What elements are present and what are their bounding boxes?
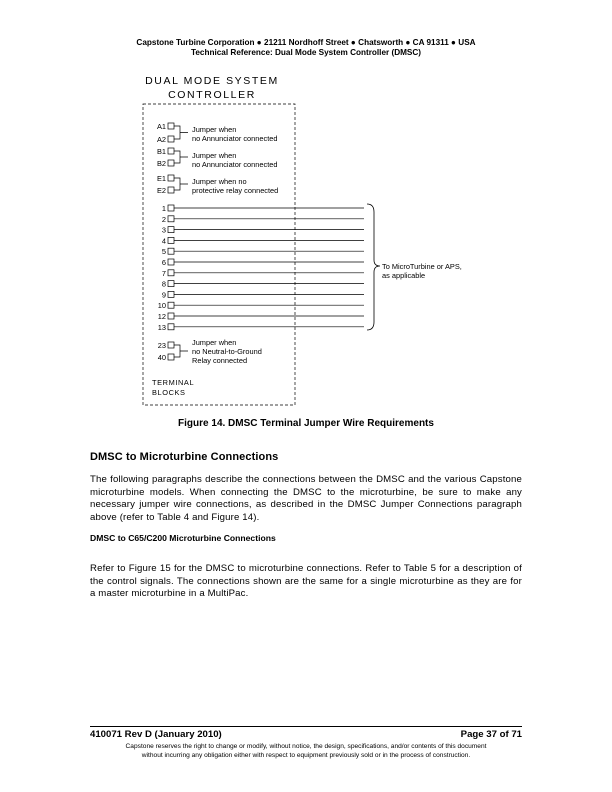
terminal-box: [168, 216, 174, 222]
terminal-label: 6: [161, 258, 166, 267]
terminal-box: [168, 175, 174, 181]
wired-terminals: [158, 204, 364, 332]
terminal-label: 13: [157, 322, 166, 332]
header-address: Capstone Turbine Corporation ● 21211 Nordhoff Street ● Chatsworth ● CA 91311 ● USA: [136, 38, 476, 47]
terminal-blocks-label-line2: BLOCKS: [152, 388, 186, 397]
terminal-label: B2: [156, 159, 166, 168]
footer-doc-revision: 410071 Rev D (January 2010): [90, 729, 222, 740]
terminal-label: 40: [157, 353, 166, 362]
terminal-box: [168, 248, 174, 254]
terminal-label: E1: [156, 174, 166, 183]
terminal-label: 12: [157, 312, 166, 321]
jumper-note-line1: Jumper when: [192, 151, 237, 160]
jumper-note-line2: no Neutral-to-Ground: [192, 347, 262, 356]
terminal-label: A2: [156, 135, 166, 144]
wire-bundle-brace: [367, 204, 380, 330]
terminal-label: 5: [161, 247, 166, 257]
subsection-heading: DMSC to C65/C200 Microturbine Connections: [90, 533, 276, 543]
terminal-label: A1: [156, 122, 166, 131]
terminal-box: [168, 160, 174, 166]
terminal-label: 3: [161, 225, 166, 235]
terminal-box: [168, 313, 174, 319]
terminal-label: 7: [161, 268, 166, 278]
terminal-box: [168, 205, 174, 211]
terminal-box: [168, 291, 174, 297]
figure-caption: Figure 14. DMSC Terminal Jumper Wire Requirements: [178, 418, 434, 429]
jumper-group-neutral-ground: [158, 338, 262, 365]
terminal-label: 9: [161, 290, 166, 300]
jumper-note-line2: no Annunciator connected: [192, 160, 278, 169]
brace-label-line1: To MicroTurbine or APS,: [382, 262, 462, 271]
terminal-box: [168, 237, 174, 243]
footer-disclaimer-line1: Capstone reserves the right to change or modify, without notice, the design, specifications, and/or contents of this document: [125, 743, 487, 750]
jumper-wire: [174, 345, 188, 357]
footer-rule: [90, 726, 522, 727]
terminal-box: [168, 136, 174, 142]
terminal-label: 2: [161, 214, 166, 224]
jumper-note-line2: protective relay connected: [192, 186, 279, 195]
terminal-box: [168, 123, 174, 129]
terminal-box: [168, 324, 174, 330]
terminal-label: 8: [161, 279, 166, 289]
footer-page-number: Page 37 of 71: [460, 729, 522, 740]
section-heading: DMSC to Microturbine Connections: [90, 451, 279, 463]
section-paragraph: The following paragraphs describe the connections between the DMSC and the various Capstone microturbine models. When connecting the DMSC to the microturbine, be sure to make any necessary jumper wire connections, as described in the DMSC Jumper Connections paragraph above (refer to Table 4 and Figure 14).: [90, 474, 522, 523]
jumper-wire: [174, 126, 188, 139]
terminal-label: B1: [156, 147, 166, 156]
terminal-label: 4: [161, 236, 166, 246]
terminal-box: [168, 302, 174, 308]
brace-label-line2: as applicable: [382, 271, 426, 280]
jumper-note-line2: no Annunciator connected: [192, 134, 278, 143]
jumper-group-e: [157, 174, 278, 195]
terminal-box: [168, 148, 174, 154]
terminal-label: 10: [157, 301, 166, 311]
footer-disclaimer-line2: without incurring any obligation either with respect to equipment previously sold or in the process of construction.: [141, 752, 471, 759]
jumper-wire: [174, 178, 188, 190]
terminal-box: [168, 342, 174, 348]
terminal-label: 1: [161, 204, 166, 213]
jumper-note-line1: Jumper when no: [192, 177, 247, 186]
terminal-box: [168, 187, 174, 193]
terminal-box: [168, 354, 174, 360]
jumper-note-line1: Jumper when: [192, 338, 237, 347]
header-doc-title: Technical Reference: Dual Mode System Controller (DMSC): [190, 48, 422, 57]
jumper-note-line1: Jumper when: [192, 125, 237, 134]
terminal-blocks-label-line1: TERMINAL: [152, 378, 195, 387]
terminal-box: [168, 270, 174, 276]
terminal-box: [168, 227, 174, 233]
controller-title-line2: CONTROLLER: [168, 89, 256, 101]
controller-title-line1: DUAL MODE SYSTEM: [145, 75, 279, 87]
jumper-wire: [174, 151, 188, 163]
terminal-box: [168, 281, 174, 287]
terminal-box: [168, 259, 174, 265]
terminal-label: E2: [156, 186, 166, 195]
jumper-group-a: [157, 122, 278, 144]
terminal-label: 23: [157, 341, 166, 350]
jumper-note-line3: Relay connected: [192, 356, 248, 365]
jumper-group-b: [157, 147, 278, 169]
subsection-paragraph: Refer to Figure 15 for the DMSC to microturbine connections. Refer to Table 5 for a description of the control signals. The connections shown are the same for a single microturbine as they are for a master microturbine in a MultiPac.: [90, 563, 522, 600]
